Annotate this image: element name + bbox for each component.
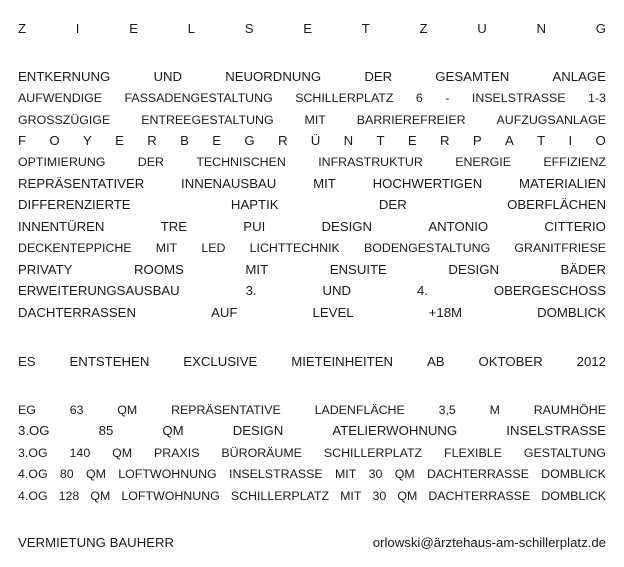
goal-line: PRIVATY ROOMS MIT ENSUITE DESIGN BÄDER: [18, 262, 606, 277]
contact-email[interactable]: orlowski@ärztehaus-am-schillerplatz.de: [372, 535, 606, 550]
goal-line: DACHTERRASSEN AUF LEVEL +18M DOMBLICK: [18, 305, 606, 320]
contact-label: VERMIETUNG BAUHERR: [18, 535, 175, 550]
unit-line: 3.OG 140 QM PRAXIS BÜRORÄUME SCHILLERPLATZ FLEXIBLE GESTALTUNG: [18, 446, 606, 460]
goal-line: ERWEITERUNGSAUSBAU 3. UND 4. OBERGESCHOSS: [18, 283, 606, 298]
unit-line: 3.OG 85 QM DESIGN ATELIERWOHNUNG INSELSTRASSE: [18, 423, 606, 438]
goal-line: DECKENTEPPICHE MIT LED LICHTTECHNIK BODENGESTALTUNG GRANITFRIESE: [18, 241, 606, 255]
unit-line: EG 63 QM REPRÄSENTATIVE LADENFLÄCHE 3,5 M RAUMHÖHE: [18, 403, 606, 417]
goal-line: ENTKERNUNG UND NEUORDNUNG DER GESAMTEN ANLAGE: [18, 69, 606, 84]
goal-line: AUFWENDIGE FASSADENGESTALTUNG SCHILLERPLATZ 6 - INSELSTRASSE 1-3: [18, 91, 606, 105]
goal-line: REPRÄSENTATIVER INNENAUSBAU MIT HOCHWERTIGEN MATERIALIEN: [18, 176, 606, 191]
availability-note: ES ENTSTEHEN EXCLUSIVE MIETEINHEITEN AB OKTOBER 2012: [18, 354, 606, 369]
goal-line: GROSSZÜGIGE ENTREEGESTALTUNG MIT BARRIEREFREIER AUFZUGSANLAGE: [18, 113, 606, 127]
document-page: [18, 0, 606, 567]
page-title: Z I E L S E T Z U N G: [18, 21, 606, 36]
goal-line: DIFFERENZIERTE HAPTIK DER OBERFLÄCHEN: [18, 197, 606, 212]
goal-line: F O Y E R B E G R Ü N T E R P A T I O: [18, 133, 606, 148]
goal-line: OPTIMIERUNG DER TECHNISCHEN INFRASTRUKTUR ENERGIE EFFIZIENZ: [18, 155, 606, 169]
unit-line: 4.OG 80 QM LOFTWOHNUNG INSELSTRASSE MIT 30 QM DACHTERRASSE DOMBLICK: [18, 467, 606, 481]
contact-line: [18, 533, 606, 553]
goal-line: INNENTÜREN TRE PUI DESIGN ANTONIO CITTERIO: [18, 219, 606, 234]
unit-line: 4.OG 128 QM LOFTWOHNUNG SCHILLERPLATZ MIT 30 QM DACHTERRASSE DOMBLICK: [18, 489, 606, 503]
